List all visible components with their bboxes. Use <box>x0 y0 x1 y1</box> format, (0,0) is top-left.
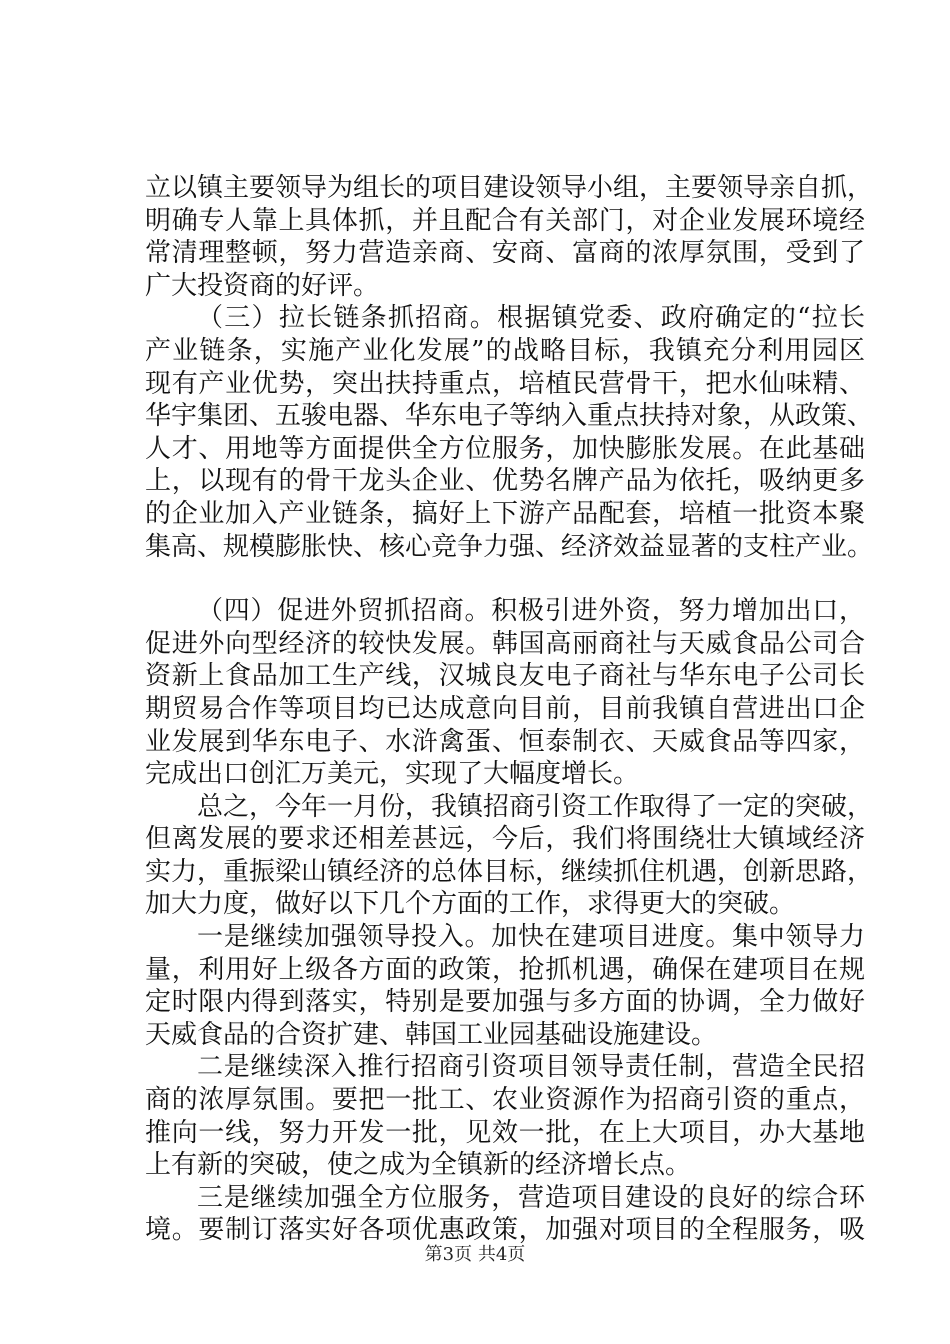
text-line: 完成出口创汇万美元，实现了大幅度增长。 <box>145 759 640 790</box>
paragraph-start-line: 三是继续加强全方位服务，营造项目建设的良好的综合环 <box>197 1182 865 1213</box>
text-line: 上有新的突破，使之成为全镇新的经济增长点。 <box>145 1150 692 1181</box>
text-line: 立以镇主要领导为组长的项目建设领导小组，主要领导亲自抓， <box>145 173 874 203</box>
text-line: 但离发展的要求还相差甚远，今后，我们将围绕壮大镇域经济 <box>145 824 865 855</box>
text-line: 加大力度，做好以下几个方面的工作，求得更大的突破。 <box>145 889 796 920</box>
text-line: 上，以现有的骨干龙头企业、优势名牌产品为依托，吸纳更多 <box>145 466 865 497</box>
text-line: 促进外向型经济的较快发展。韩国高丽商社与天威食品公司合 <box>145 628 865 659</box>
text-line: 明确专人靠上具体抓，并且配合有关部门，对企业发展环境经 <box>145 205 865 236</box>
text-line: 人才、用地等方面提供全方位服务，加快膨胀发展。在此基础 <box>145 433 865 464</box>
paragraph-start-line: 总之，今年一月份，我镇招商引资工作取得了一定的突破， <box>197 791 874 822</box>
text-line: 商的浓厚氛围。要把一批工、农业资源作为招商引资的重点， <box>145 1085 865 1116</box>
text-line: 天威食品的合资扩建、韩国工业园基础设施建设。 <box>145 1019 718 1050</box>
text-line: 常清理整顿，努力营造亲商、安商、富商的浓厚氛围，受到了 <box>145 238 865 269</box>
text-line: 的企业加入产业链条，搞好上下游产品配套，培植一批资本聚 <box>145 498 865 529</box>
paragraph-start-line: （四）促进外贸抓招商。积极引进外资，努力增加出口， <box>197 596 865 627</box>
text-line: 境。要制订落实好各项优惠政策，加强对项目的全程服务，吸 <box>145 1215 865 1246</box>
text-line: 华宇集团、五骏电器、华东电子等纳入重点扶持对象，从政策、 <box>145 401 874 432</box>
text-line: 推向一线，努力开发一批，见效一批，在上大项目，办大基地 <box>145 1117 865 1148</box>
paragraph-start-line: （三）拉长链条抓招商。根据镇党委、政府确定的“拉长 <box>197 303 865 334</box>
paragraph-start-line: 二是继续深入推行招商引资项目领导责任制，营造全民招 <box>197 1052 865 1083</box>
text-line: 业发展到华东电子、水浒禽蛋、恒泰制衣、天威食品等四家， <box>145 726 865 757</box>
text-line: 资新上食品加工生产线，汉城良友电子商社与华东电子公司长 <box>145 661 865 692</box>
text-line: 量，利用好上级各方面的政策，抢抓机遇，确保在建项目在规 <box>145 954 865 985</box>
text-line: 产业链条，实施产业化发展”的战略目标，我镇充分利用园区 <box>145 335 865 366</box>
text-line: 实力，重振梁山镇经济的总体目标，继续抓住机遇，创新思路， <box>145 856 874 887</box>
text-line: 现有产业优势，突出扶持重点，培植民营骨干，把水仙味精、 <box>145 368 865 399</box>
paragraph-start-line: 一是继续加强领导投入。加快在建项目进度。集中领导力 <box>197 922 865 953</box>
document-body <box>145 172 874 1247</box>
text-line: 定时限内得到落实，特别是要加强与多方面的协调，全力做好 <box>145 987 865 1018</box>
text-line: 期贸易合作等项目均已达成意向目前，目前我镇自营进出口企 <box>145 693 865 724</box>
page-number-footer: 第3页 共4页 <box>424 1244 526 1265</box>
text-line: 集高、规模膨胀快、核心竞争力强、经济效益显著的支柱产业。 <box>145 531 874 562</box>
text-line: 广大投资商的好评。 <box>145 270 380 301</box>
paragraph-gap <box>145 563 865 595</box>
